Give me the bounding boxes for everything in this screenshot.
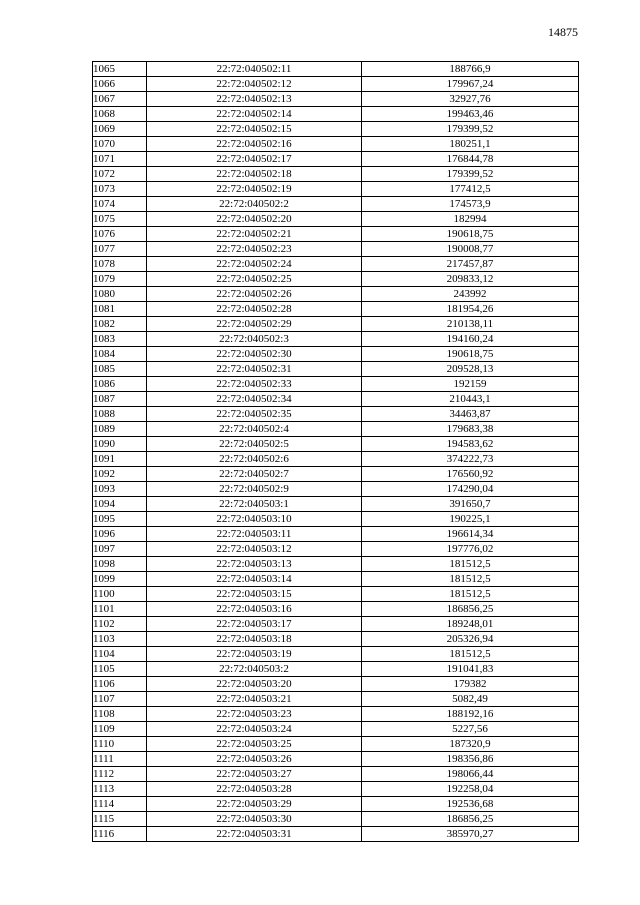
table-body	[93, 62, 579, 842]
table-row	[93, 242, 579, 257]
value-cell: 189248,01	[362, 617, 579, 632]
table-row	[93, 137, 579, 152]
value-cell: 191041,83	[362, 662, 579, 677]
row-number-cell: 1110	[93, 737, 147, 752]
cadastral-number-cell: 22:72:040503:28	[147, 782, 362, 797]
row-number-cell: 1089	[93, 422, 147, 437]
table-row	[93, 767, 579, 782]
table-row	[93, 452, 579, 467]
cadastral-number-cell: 22:72:040503:24	[147, 722, 362, 737]
value-cell: 196614,34	[362, 527, 579, 542]
row-number-cell: 1072	[93, 167, 147, 182]
table-row	[93, 107, 579, 122]
cadastral-number-cell: 22:72:040502:34	[147, 392, 362, 407]
table-row	[93, 92, 579, 107]
table-row	[93, 617, 579, 632]
row-number-cell: 1104	[93, 647, 147, 662]
page-number: 14875	[548, 25, 578, 39]
row-number-cell: 1105	[93, 662, 147, 677]
cadastral-number-cell: 22:72:040503:1	[147, 497, 362, 512]
value-cell: 181512,5	[362, 587, 579, 602]
table-row	[93, 437, 579, 452]
row-number-cell: 1082	[93, 317, 147, 332]
cadastral-number-cell: 22:72:040502:3	[147, 332, 362, 347]
cadastral-number-cell: 22:72:040502:28	[147, 302, 362, 317]
row-number-cell: 1080	[93, 287, 147, 302]
table-row	[93, 812, 579, 827]
cadastral-number-cell: 22:72:040503:19	[147, 647, 362, 662]
value-cell: 209833,12	[362, 272, 579, 287]
table-row	[93, 62, 579, 77]
row-number-cell: 1098	[93, 557, 147, 572]
value-cell: 197776,02	[362, 542, 579, 557]
value-cell: 194160,24	[362, 332, 579, 347]
cadastral-number-cell: 22:72:040502:12	[147, 77, 362, 92]
cadastral-number-cell: 22:72:040502:11	[147, 62, 362, 77]
row-number-cell: 1075	[93, 212, 147, 227]
cadastral-number-cell: 22:72:040502:30	[147, 347, 362, 362]
row-number-cell: 1107	[93, 692, 147, 707]
table-row	[93, 572, 579, 587]
table-row	[93, 482, 579, 497]
value-cell: 5227,56	[362, 722, 579, 737]
cadastral-number-cell: 22:72:040503:16	[147, 602, 362, 617]
table-row	[93, 302, 579, 317]
row-number-cell: 1097	[93, 542, 147, 557]
cadastral-number-cell: 22:72:040502:20	[147, 212, 362, 227]
row-number-cell: 1106	[93, 677, 147, 692]
table-row	[93, 557, 579, 572]
cadastral-number-cell: 22:72:040503:20	[147, 677, 362, 692]
cadastral-number-cell: 22:72:040502:19	[147, 182, 362, 197]
table-row	[93, 407, 579, 422]
row-number-cell: 1092	[93, 467, 147, 482]
cadastral-number-cell: 22:72:040502:4	[147, 422, 362, 437]
value-cell: 188766,9	[362, 62, 579, 77]
row-number-cell: 1067	[93, 92, 147, 107]
table-row	[93, 77, 579, 92]
cadastral-number-cell: 22:72:040502:14	[147, 107, 362, 122]
table-row	[93, 737, 579, 752]
cadastral-number-cell: 22:72:040502:17	[147, 152, 362, 167]
row-number-cell: 1087	[93, 392, 147, 407]
value-cell: 209528,13	[362, 362, 579, 377]
value-cell: 188192,16	[362, 707, 579, 722]
cadastral-number-cell: 22:72:040502:2	[147, 197, 362, 212]
cadastral-value-table	[92, 61, 579, 842]
row-number-cell: 1078	[93, 257, 147, 272]
value-cell: 194583,62	[362, 437, 579, 452]
value-cell: 181954,26	[362, 302, 579, 317]
table-row	[93, 677, 579, 692]
cadastral-number-cell: 22:72:040503:21	[147, 692, 362, 707]
cadastral-number-cell: 22:72:040502:29	[147, 317, 362, 332]
value-cell: 190618,75	[362, 347, 579, 362]
value-cell: 34463,87	[362, 407, 579, 422]
table-row	[93, 797, 579, 812]
table-row	[93, 647, 579, 662]
row-number-cell: 1077	[93, 242, 147, 257]
cadastral-number-cell: 22:72:040503:2	[147, 662, 362, 677]
value-cell: 182994	[362, 212, 579, 227]
value-cell: 210138,11	[362, 317, 579, 332]
value-cell: 391650,7	[362, 497, 579, 512]
value-cell: 187320,9	[362, 737, 579, 752]
table-row	[93, 542, 579, 557]
table-row	[93, 182, 579, 197]
value-cell: 374222,73	[362, 452, 579, 467]
cadastral-number-cell: 22:72:040502:21	[147, 227, 362, 242]
value-cell: 179399,52	[362, 167, 579, 182]
row-number-cell: 1076	[93, 227, 147, 242]
value-cell: 186856,25	[362, 812, 579, 827]
row-number-cell: 1086	[93, 377, 147, 392]
value-cell: 176560,92	[362, 467, 579, 482]
cadastral-number-cell: 22:72:040503:11	[147, 527, 362, 542]
table-row	[93, 722, 579, 737]
row-number-cell: 1115	[93, 812, 147, 827]
row-number-cell: 1109	[93, 722, 147, 737]
value-cell: 32927,76	[362, 92, 579, 107]
row-number-cell: 1094	[93, 497, 147, 512]
value-cell: 199463,46	[362, 107, 579, 122]
value-cell: 243992	[362, 287, 579, 302]
table-row	[93, 587, 579, 602]
row-number-cell: 1074	[93, 197, 147, 212]
value-cell: 181512,5	[362, 572, 579, 587]
value-cell: 180251,1	[362, 137, 579, 152]
cadastral-number-cell: 22:72:040503:14	[147, 572, 362, 587]
cadastral-number-cell: 22:72:040503:31	[147, 827, 362, 842]
row-number-cell: 1073	[93, 182, 147, 197]
row-number-cell: 1079	[93, 272, 147, 287]
value-cell: 181512,5	[362, 647, 579, 662]
table-row	[93, 197, 579, 212]
value-cell: 217457,87	[362, 257, 579, 272]
table-row	[93, 347, 579, 362]
cadastral-number-cell: 22:72:040503:26	[147, 752, 362, 767]
row-number-cell: 1111	[93, 752, 147, 767]
table-row	[93, 467, 579, 482]
table-row	[93, 497, 579, 512]
value-cell: 385970,27	[362, 827, 579, 842]
table-row	[93, 122, 579, 137]
value-cell: 186856,25	[362, 602, 579, 617]
row-number-cell: 1084	[93, 347, 147, 362]
table-row	[93, 272, 579, 287]
table-row	[93, 827, 579, 842]
value-cell: 174573,9	[362, 197, 579, 212]
row-number-cell: 1101	[93, 602, 147, 617]
row-number-cell: 1099	[93, 572, 147, 587]
value-cell: 190618,75	[362, 227, 579, 242]
value-cell: 5082,49	[362, 692, 579, 707]
row-number-cell: 1071	[93, 152, 147, 167]
value-cell: 179683,38	[362, 422, 579, 437]
row-number-cell: 1100	[93, 587, 147, 602]
cadastral-number-cell: 22:72:040502:16	[147, 137, 362, 152]
cadastral-number-cell: 22:72:040503:30	[147, 812, 362, 827]
value-cell: 174290,04	[362, 482, 579, 497]
value-cell: 190008,77	[362, 242, 579, 257]
value-cell: 198356,86	[362, 752, 579, 767]
row-number-cell: 1081	[93, 302, 147, 317]
value-cell: 190225,1	[362, 512, 579, 527]
cadastral-number-cell: 22:72:040502:23	[147, 242, 362, 257]
cadastral-number-cell: 22:72:040502:5	[147, 437, 362, 452]
cadastral-number-cell: 22:72:040502:18	[147, 167, 362, 182]
value-cell: 210443,1	[362, 392, 579, 407]
row-number-cell: 1116	[93, 827, 147, 842]
table-row	[93, 527, 579, 542]
table-row	[93, 227, 579, 242]
cadastral-number-cell: 22:72:040503:15	[147, 587, 362, 602]
row-number-cell: 1093	[93, 482, 147, 497]
value-cell: 177412,5	[362, 182, 579, 197]
row-number-cell: 1083	[93, 332, 147, 347]
cadastral-number-cell: 22:72:040503:27	[147, 767, 362, 782]
cadastral-number-cell: 22:72:040502:25	[147, 272, 362, 287]
table-row	[93, 377, 579, 392]
row-number-cell: 1091	[93, 452, 147, 467]
table-row	[93, 602, 579, 617]
table-row	[93, 332, 579, 347]
table-row	[93, 662, 579, 677]
table-row	[93, 707, 579, 722]
table-row	[93, 632, 579, 647]
row-number-cell: 1096	[93, 527, 147, 542]
row-number-cell: 1088	[93, 407, 147, 422]
row-number-cell: 1070	[93, 137, 147, 152]
row-number-cell: 1113	[93, 782, 147, 797]
table-row	[93, 752, 579, 767]
table-row	[93, 782, 579, 797]
row-number-cell: 1108	[93, 707, 147, 722]
value-cell: 179967,24	[362, 77, 579, 92]
row-number-cell: 1068	[93, 107, 147, 122]
table-row	[93, 167, 579, 182]
table-row	[93, 692, 579, 707]
table-row	[93, 152, 579, 167]
row-number-cell: 1085	[93, 362, 147, 377]
table-row	[93, 317, 579, 332]
cadastral-number-cell: 22:72:040502:35	[147, 407, 362, 422]
cadastral-number-cell: 22:72:040502:24	[147, 257, 362, 272]
row-number-cell: 1069	[93, 122, 147, 137]
value-cell: 192536,68	[362, 797, 579, 812]
cadastral-number-cell: 22:72:040503:13	[147, 557, 362, 572]
row-number-cell: 1112	[93, 767, 147, 782]
cadastral-number-cell: 22:72:040503:10	[147, 512, 362, 527]
cadastral-number-cell: 22:72:040502:15	[147, 122, 362, 137]
cadastral-number-cell: 22:72:040502:33	[147, 377, 362, 392]
value-cell: 205326,94	[362, 632, 579, 647]
cadastral-number-cell: 22:72:040502:26	[147, 287, 362, 302]
cadastral-number-cell: 22:72:040502:6	[147, 452, 362, 467]
row-number-cell: 1103	[93, 632, 147, 647]
row-number-cell: 1066	[93, 77, 147, 92]
row-number-cell: 1114	[93, 797, 147, 812]
value-cell: 179382	[362, 677, 579, 692]
cadastral-number-cell: 22:72:040502:31	[147, 362, 362, 377]
cadastral-number-cell: 22:72:040502:9	[147, 482, 362, 497]
table-row	[93, 422, 579, 437]
table-row	[93, 362, 579, 377]
value-cell: 181512,5	[362, 557, 579, 572]
cadastral-number-cell: 22:72:040502:13	[147, 92, 362, 107]
cadastral-number-cell: 22:72:040503:18	[147, 632, 362, 647]
cadastral-number-cell: 22:72:040503:23	[147, 707, 362, 722]
cadastral-number-cell: 22:72:040503:25	[147, 737, 362, 752]
table-row	[93, 212, 579, 227]
table-row	[93, 512, 579, 527]
row-number-cell: 1095	[93, 512, 147, 527]
cadastral-number-cell: 22:72:040503:12	[147, 542, 362, 557]
table-row	[93, 392, 579, 407]
row-number-cell: 1102	[93, 617, 147, 632]
value-cell: 179399,52	[362, 122, 579, 137]
value-cell: 198066,44	[362, 767, 579, 782]
value-cell: 192258,04	[362, 782, 579, 797]
row-number-cell: 1065	[93, 62, 147, 77]
cadastral-number-cell: 22:72:040503:29	[147, 797, 362, 812]
cadastral-number-cell: 22:72:040502:7	[147, 467, 362, 482]
value-cell: 192159	[362, 377, 579, 392]
row-number-cell: 1090	[93, 437, 147, 452]
table-row	[93, 287, 579, 302]
value-cell: 176844,78	[362, 152, 579, 167]
cadastral-number-cell: 22:72:040503:17	[147, 617, 362, 632]
table-row	[93, 257, 579, 272]
